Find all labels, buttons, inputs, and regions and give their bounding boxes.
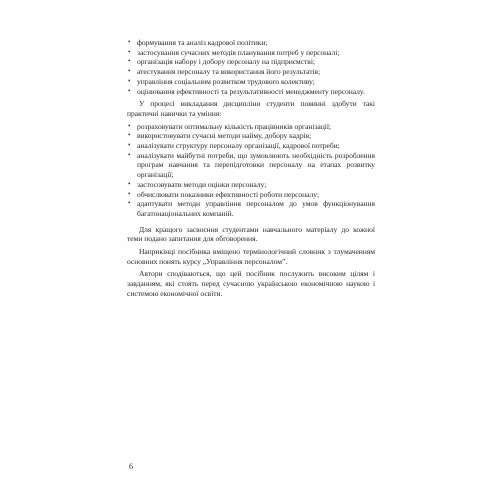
list-item xyxy=(127,151,375,180)
list-item xyxy=(127,87,375,97)
list-item xyxy=(127,38,375,48)
skills-intro-paragraph: У процесі викладання дисципліни студенти повинні здобути такі практичні навички та уміння: xyxy=(127,99,375,118)
list-item xyxy=(127,122,375,132)
bullet-icon: • xyxy=(128,76,131,85)
list-item-text: застосовувати методи оцінки персоналу; xyxy=(137,179,267,189)
list-item-text: аналізувати майбутні потреби, що зумовлюють необхідність розроблення програм навчання та перепідготовки персоналу на етапах розвитку організації; xyxy=(137,150,375,180)
bullet-icon: • xyxy=(128,86,131,95)
list-item-text: організація набору і добору персоналу на підприємстві; xyxy=(137,57,315,67)
list-item-text: аналізувати структуру персоналу організації, кадрової потреби; xyxy=(137,141,340,151)
bullet-icon: • xyxy=(128,179,131,188)
list-item xyxy=(127,141,375,151)
list-item xyxy=(127,48,375,58)
bullet-icon: • xyxy=(128,131,131,140)
page-number: 6 xyxy=(129,462,133,471)
list-item-text: оцінювання ефективності та результативності менеджменту персоналу. xyxy=(137,86,365,96)
bullet-icon: • xyxy=(128,150,131,159)
list-item-text: управління соціальним розвитком трудового колективу; xyxy=(137,76,315,86)
bullet-icon: • xyxy=(128,57,131,66)
list-item-text: адаптувати методи управління персоналом до умов функціонування багатонаціональних компаній. xyxy=(137,199,375,218)
discussion-paragraph: Для кращого засвоєння студентами навчального матеріалу до кожної теми подано запитання для обговорення. xyxy=(127,224,375,244)
list-item xyxy=(127,180,375,190)
list-item xyxy=(127,131,375,141)
closing-paragraph: Автори сподіваються, що цей посібник послужить високим цілям і завданням, які стоять перед сучасною українською економічною наукою і системою економічної освіти. xyxy=(127,269,375,298)
bullet-icon: • xyxy=(128,121,131,130)
list-item xyxy=(127,57,375,67)
bullet-icon: • xyxy=(128,141,131,150)
list-item-text: застосування сучасних методів планування потреб у персоналі; xyxy=(137,47,340,57)
list-item xyxy=(127,190,375,200)
list-item xyxy=(127,67,375,77)
bullet-icon: • xyxy=(128,38,131,46)
competency-list xyxy=(127,38,375,96)
list-item xyxy=(127,199,375,218)
list-item-text: атестування персоналу та використання його результатів; xyxy=(137,67,321,77)
list-item xyxy=(127,77,375,87)
glossary-paragraph: Наприкінці посібника вміщено термінологічний словник з тлумаченням основних понять курсу „Управління персоналом”. xyxy=(127,247,375,266)
list-item-text: використовувати сучасні методи найму, добору кадрів; xyxy=(137,131,312,141)
skills-list xyxy=(127,122,375,219)
bullet-icon: • xyxy=(128,67,131,76)
list-item-text: обчислювати показники ефективності роботи персоналу; xyxy=(137,189,320,199)
text-column xyxy=(127,38,375,299)
list-item-text: розраховувати оптимальну кількість працівників організації; xyxy=(137,121,331,131)
list-item-text: формування та аналіз кадрової політики; xyxy=(137,38,268,47)
bullet-icon: • xyxy=(128,199,131,208)
bullet-icon: • xyxy=(128,47,131,56)
bullet-icon: • xyxy=(128,189,131,198)
